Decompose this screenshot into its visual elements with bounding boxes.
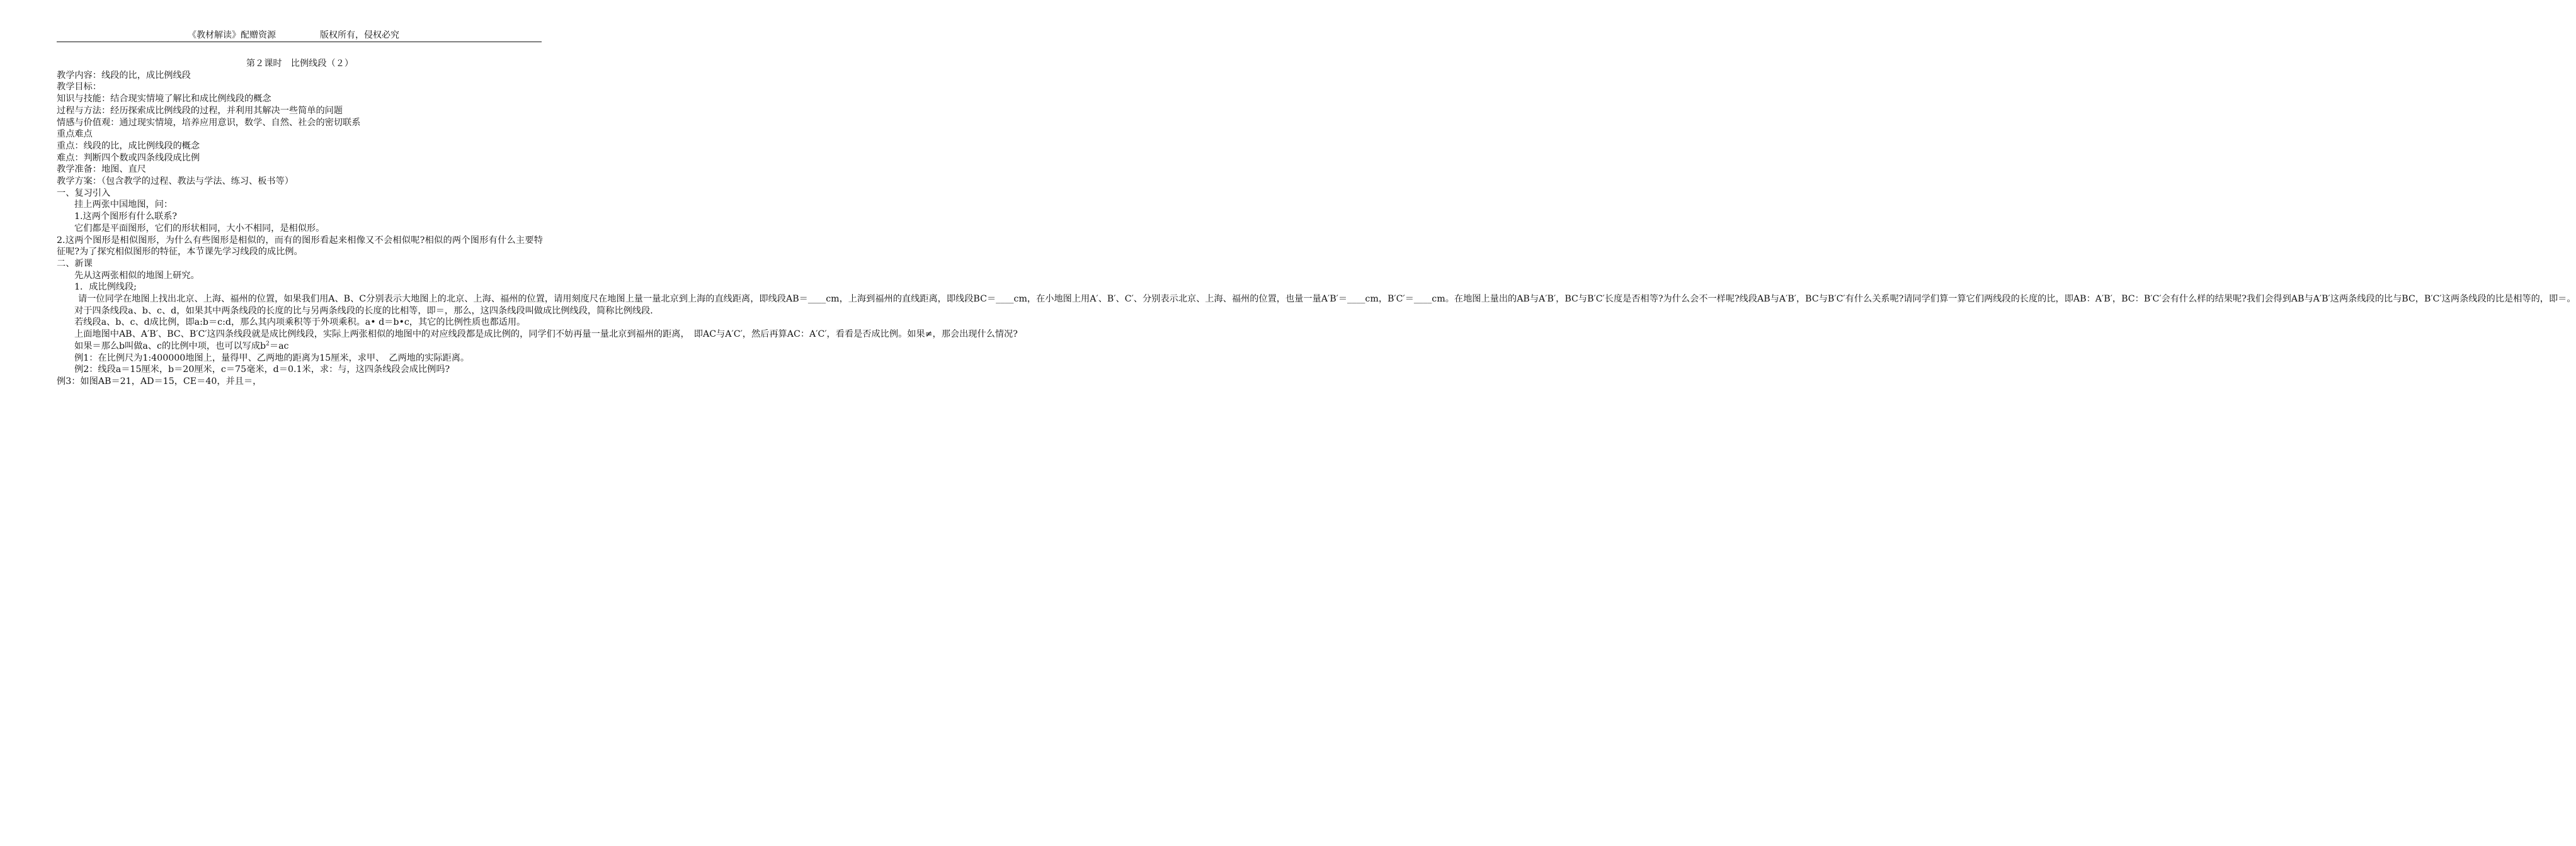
review-intro: 挂上两张中国地图，问： bbox=[74, 200, 173, 210]
lesson-title: 第２课时 比例线段（２） bbox=[246, 59, 354, 69]
review-question-2: 2.这两个图形是相似图形，为什么有些图形是相似的，而有的图形看起来相像又不会相似呢?相似的两个图形有什么主要特征呢?为了探究相似图形的特征，本节课先学习线段的成比例。 bbox=[57, 235, 543, 257]
page-header bbox=[57, 29, 542, 42]
review-answer-1: 它们都是平面图形，它们的形状相同，大小不相同，是相似形。 bbox=[74, 223, 325, 234]
mean-proportional-tail: ＝ac bbox=[269, 341, 289, 351]
section-new-lesson-heading: 二、新课 bbox=[57, 258, 93, 269]
property-paragraph: 若线段a、b、c、d成比例，即a:b＝c:d，那么其内项乘积等于外项乘积。a• d＝b•c，其它的比例性质也都适用。 bbox=[74, 317, 526, 328]
document-body bbox=[57, 58, 2576, 388]
difficulty: 难点：判断四个数或四条线段成比例 bbox=[57, 152, 200, 163]
teaching-content: 教学内容：线段的比，成比例线段 bbox=[57, 70, 191, 81]
objective-attitude: 情感与价值观：通过现实情境，培养应用意识，数学、自然、社会的密切联系 bbox=[57, 117, 361, 128]
key-point: 重点：线段的比，成比例线段的概念 bbox=[57, 140, 200, 151]
map-measurement-paragraph: 请一位同学在地图上找出北京、上海、福州的位置，如果我们用A、B、C分别表示大地图上的北京、上海、福州的位置，请用刻度尺在地图上量一量北京到上海的直线距离，即线段AB＝____cm，上海到福州的直线距离，即线段BC＝____cm，在小地图上用A′、B′、C′、分别表示北京、上海、福州的位置，也量一量A′B′＝____cm，B′C′＝____cm。在地图上量出的AB与A′B′，BC与B′C′长度是否相等?为什么会不一样呢?线段AB与A′B′，BC与B′C′有什么关系呢?请同学们算一算它们两线段的长度的比，即AB：A′B′，BC：B′C′会有什么样的结果呢?我们会得到AB与A′B′这两条线段的比与BC，B′C′这两条线段的比是相等的，即＝。 bbox=[78, 294, 2576, 305]
header-copyright: 版权所有，侵权必究 bbox=[320, 30, 399, 40]
example-3: 例3：如图AB＝21，AD＝15，CE＝40，并且＝， bbox=[57, 376, 262, 386]
mean-proportional-line bbox=[57, 341, 543, 352]
subsection-proportional-segments: 1．成比例线段; bbox=[74, 282, 137, 293]
definition-paragraph: 对于四条线段a、b、c、d，如果其中两条线段的长度的比与另两条线段的长度的比相等，即＝，那么，这四条线段叫做成比例线段，简称比例线段． bbox=[74, 305, 659, 316]
mean-proportional-exponent: 2 bbox=[266, 341, 270, 347]
teaching-plan: 教学方案：（包含教学的过程、教法与学法、练习、板书等） bbox=[57, 176, 294, 187]
header-source: 《教材解读》配赠资源 bbox=[188, 30, 276, 40]
new-lesson-intro: 先从这两张相似的地图上研究。 bbox=[74, 270, 200, 281]
map-segments-paragraph: 上面地图中AB、A′B′、BC、B′C′这四条线段就是成比例线段，实际上两张相似的地图中的对应线段都是成比例的，同学们不妨再量一量北京到福州的距离， 即AC与A′C′，然后再算AC：A′C′，看看是否成比例。如果≠，那会出现什么情况? bbox=[74, 329, 1018, 340]
mean-proportional-text: 如果＝那么b叫做a、c的比例中项，也可以写成b bbox=[74, 341, 266, 351]
example-1: 例1：在比例尺为1:400000地图上，量得甲、乙两地的距离为15厘米，求甲、 乙两地的实际距离。 bbox=[74, 352, 470, 363]
objective-process: 过程与方法：经历探索成比例线段的过程，并利用其解决一些简单的问题 bbox=[57, 105, 343, 116]
example-2: 例2：线段a＝15厘米，b＝20厘米，c＝75毫米，d＝0.1米，求：与，这四条线段会成比例吗? bbox=[74, 364, 450, 375]
key-points-heading: 重点难点 bbox=[57, 129, 93, 140]
preparation: 教学准备：地图、直尺 bbox=[57, 164, 146, 175]
objectives-heading: 教学目标： bbox=[57, 82, 101, 93]
objective-knowledge: 知识与技能：结合现实情境了解比和成比例线段的概念 bbox=[57, 94, 271, 104]
section-review-heading: 一、复习引入 bbox=[57, 188, 111, 198]
review-question-1: 1.这两个图形有什么联系? bbox=[74, 212, 178, 222]
